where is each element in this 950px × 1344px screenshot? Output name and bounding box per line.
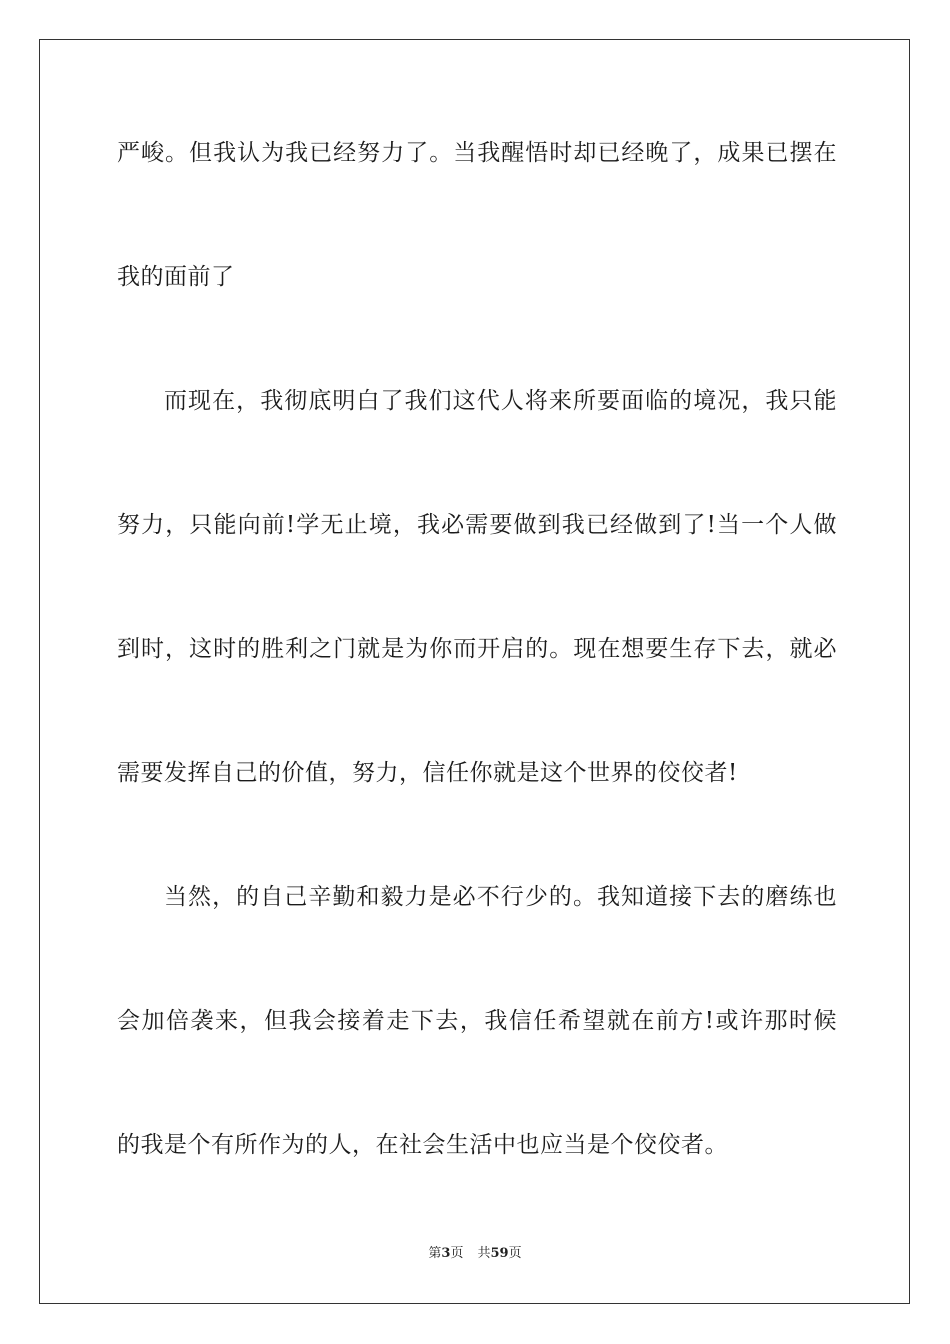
page-footer: [0, 1245, 950, 1263]
body-line-7: 当然，的自己辛勤和毅力是必不行少的。我知道接下去的磨练也: [164, 884, 837, 910]
body-line-3: 而现在，我彻底明白了我们这代人将来所要面临的境况，我只能: [164, 388, 837, 414]
page-number: 3: [441, 1246, 451, 1261]
body-line-8: 会加倍袭来，但我会接着走下去，我信任希望就在前方!或许那时候: [117, 1008, 837, 1034]
total-pages: 59: [490, 1246, 509, 1261]
body-line-5: 到时，这时的胜利之门就是为你而开启的。现在想要生存下去，就必: [117, 636, 837, 662]
page-suffix: 页: [450, 1246, 464, 1261]
body-line-2: 我的面前了: [117, 264, 235, 290]
total-prefix: 共: [477, 1246, 491, 1261]
body-line-1: 严峻。但我认为我已经努力了。当我醒悟时却已经晚了，成果已摆在: [117, 140, 837, 166]
body-line-6: 需要发挥自己的价值，努力，信任你就是这个世界的佼佼者!: [117, 760, 738, 786]
body-line-4: 努力，只能向前!学无止境，我必需要做到我已经做到了!当一个人做: [117, 512, 837, 538]
page-border: [39, 39, 910, 1304]
total-suffix: 页: [508, 1246, 522, 1261]
page-prefix: 第: [428, 1246, 442, 1261]
body-line-9: 的我是个有所作为的人，在社会生活中也应当是个佼佼者。: [117, 1132, 728, 1158]
